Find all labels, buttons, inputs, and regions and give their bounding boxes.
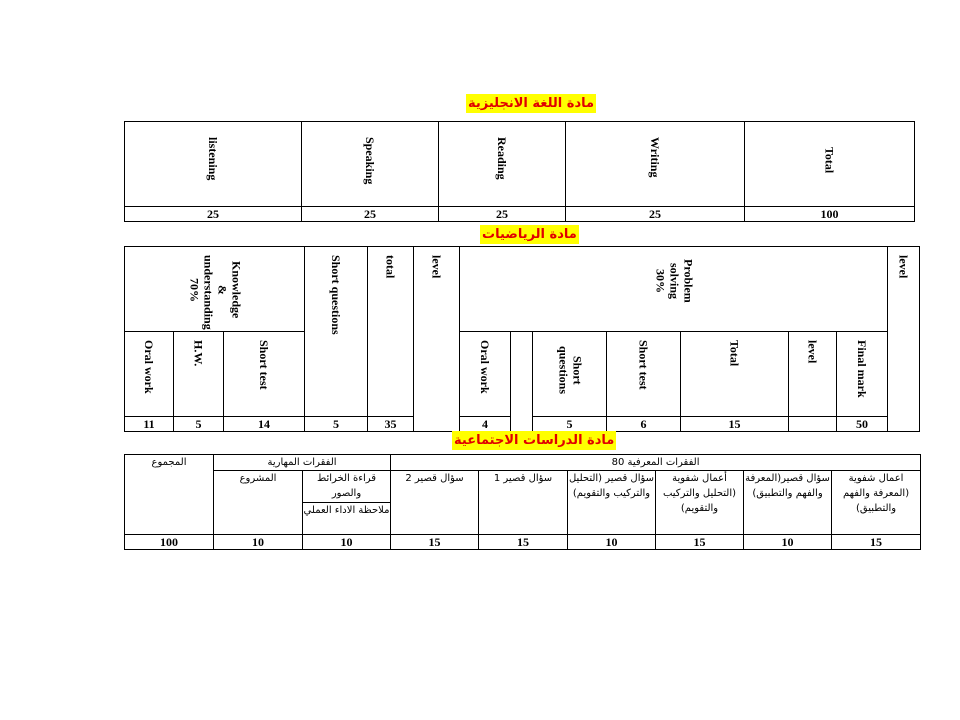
value-reading: 25 <box>439 207 566 222</box>
value-writing: 25 <box>566 207 745 222</box>
value-final-mark: 50 <box>837 417 888 432</box>
value-oral-work-r: 4 <box>460 417 511 432</box>
value-short-test: 14 <box>224 417 305 432</box>
sub-level-r: level <box>789 332 837 417</box>
math-table <box>124 246 920 432</box>
short-q1-label: سؤال قصير 1 <box>479 471 568 535</box>
sub-hw: H.W. <box>174 332 224 417</box>
value-short-knowledge: 10 <box>744 535 832 550</box>
header-level: level <box>414 247 460 432</box>
sub-final-mark: Final mark <box>837 332 888 417</box>
sub-oral-work: Oral work <box>125 332 174 417</box>
value-oral-work: 11 <box>125 417 174 432</box>
header-listening: listening <box>125 122 302 207</box>
total-label: المجموع <box>125 455 214 535</box>
english-title: مادة اللغة الانجليزية <box>468 96 595 111</box>
header-reading: Reading <box>439 122 566 207</box>
value-short-q2: 15 <box>391 535 479 550</box>
value-short-test-r: 6 <box>607 417 681 432</box>
knowledge-label: الفقرات المعرفية 80 <box>391 455 921 471</box>
value-short-questions: 5 <box>305 417 368 432</box>
value-total: 100 <box>125 535 214 550</box>
project-label: المشروع <box>214 471 303 535</box>
sub-short-test: Short test <box>224 332 305 417</box>
value-project: 10 <box>214 535 303 550</box>
header-level-right: level <box>888 247 920 432</box>
value-listening: 25 <box>125 207 302 222</box>
value-total: 100 <box>745 207 915 222</box>
english-table <box>124 121 915 222</box>
short-analysis-label: سؤال قصير (التحليل والتركيب والتقويم) <box>568 471 656 535</box>
sub-short-questions-r: Short questions <box>533 332 607 417</box>
header-short-questions: Short questions <box>305 247 368 417</box>
value-total-r: 15 <box>681 417 789 432</box>
value-speaking: 25 <box>302 207 439 222</box>
header-total: Total <box>745 122 915 207</box>
value-oral-analysis: 15 <box>656 535 744 550</box>
sub-oral-work-r: Oral work <box>460 332 511 417</box>
value-oral-knowledge: 15 <box>832 535 921 550</box>
oral-knowledge-label: اعمال شفوية (المعرفة والفهم والتطبيق) <box>832 471 921 535</box>
header-total: total <box>368 247 414 417</box>
social-table <box>124 454 921 550</box>
short-q2-label: سؤال قصير 2 <box>391 471 479 535</box>
sub-total-r: Total <box>681 332 789 417</box>
sub-blank <box>511 332 533 432</box>
header-knowledge: Knowledge & understanding 70% <box>125 247 305 332</box>
sub-short-test-r: Short test <box>607 332 681 417</box>
value-short-questions-r: 5 <box>533 417 607 432</box>
social-title: مادة الدراسات الاجتماعية <box>454 433 615 448</box>
practical-label: ملاحظة الاداء العملي <box>303 503 391 535</box>
header-problem-solving: Problem solving 30% <box>460 247 888 332</box>
value-level-r <box>789 417 837 432</box>
oral-analysis-label: أعمال شفوية (التحليل والتركيب والتقويم) <box>656 471 744 535</box>
value-total: 35 <box>368 417 414 432</box>
short-knowledge-label: سؤال قصير(المعرفة والفهم والتطبيق) <box>744 471 832 535</box>
skills-label: الفقرات المهارية <box>214 455 391 471</box>
value-short-analysis: 10 <box>568 535 656 550</box>
header-writing: Writing <box>566 122 745 207</box>
value-maps: 10 <box>303 535 391 550</box>
value-hw: 5 <box>174 417 224 432</box>
maps-label: قراءة الخرائط والصور <box>303 471 391 503</box>
math-title: مادة الرياضيات <box>482 227 577 242</box>
value-short-q1: 15 <box>479 535 568 550</box>
header-speaking: Speaking <box>302 122 439 207</box>
